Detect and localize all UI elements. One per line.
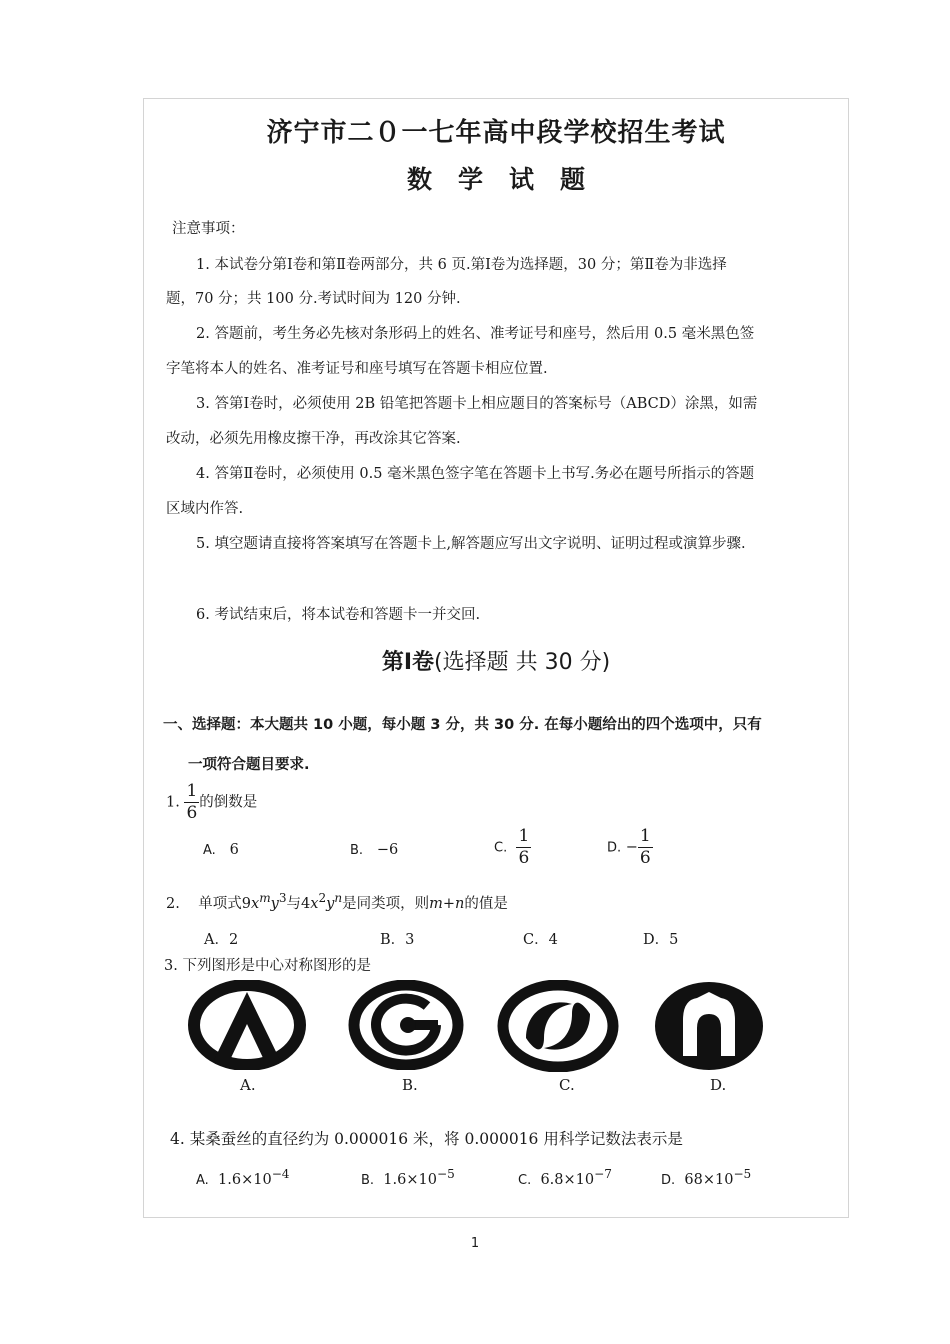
notice-1a: 1. 本试卷分第Ⅰ卷和第Ⅱ卷两部分，共 6 页.第Ⅰ卷为选择题，30 分；第Ⅱ卷为非选择 <box>196 257 727 273</box>
q1-option-d-sign: − <box>625 839 638 856</box>
q3-label-d: D. <box>710 1076 727 1094</box>
q2-option-a: A．2 <box>204 932 239 948</box>
q4-option-a-exp: −4 <box>271 1167 290 1181</box>
q1-stem-text: 的倒数是 <box>199 794 258 811</box>
q1-option-a-label: A. <box>203 843 216 858</box>
q1-number: 1. <box>166 794 180 811</box>
notice-2a: 2. 答题前，考生务必先核对条形码上的姓名、准考证号和座号，然后用 0.5 毫米黑色签 <box>196 326 755 342</box>
q2-option-b: B．3 <box>380 932 415 948</box>
q2-text-4: 的值是 <box>464 895 508 912</box>
q2-term-2: $4x^2y^n$ <box>301 891 343 912</box>
q1-option-d-label: D. <box>607 840 622 856</box>
q1-option-b-label: B. <box>350 843 364 858</box>
q1-option-c-num: 1 <box>518 826 530 846</box>
q4-option-c-exp: −7 <box>594 1167 612 1181</box>
q4-option-c <box>518 1167 612 1188</box>
notice-3a: 3. 答第Ⅰ卷时，必须使用 2B 铅笔把答题卡上相应题目的答案标号（ABCD）涂黑，如需 <box>196 396 758 412</box>
q1-option-d-fraction <box>638 828 653 867</box>
q4-option-a-label: A. <box>196 1172 209 1188</box>
notice-4a: 4. 答第Ⅱ卷时，必须使用 0.5 毫米黑色签字笔在答题卡上书写.务必在题号所指示的答题 <box>196 466 755 482</box>
q4-option-b <box>361 1167 455 1188</box>
q2-term-1: $9x^my^3$ <box>241 891 287 912</box>
q1-option-d-num: 1 <box>639 826 651 846</box>
q1-option-a-value: 6 <box>229 842 239 858</box>
part1-label: 一、选择题： <box>163 717 250 733</box>
q1-frac-den: 6 <box>186 803 198 823</box>
q1-option-a <box>203 842 239 858</box>
q1-option-c <box>494 828 531 867</box>
notice-4b: 区域内作答. <box>166 501 244 517</box>
section-heading <box>143 645 849 676</box>
q2-expression: m+n <box>429 895 465 912</box>
q1-option-c-label: C. <box>494 840 508 856</box>
q2-stem <box>166 891 508 913</box>
q1-fraction <box>184 783 199 822</box>
notice-heading: 注意事项： <box>172 221 245 237</box>
q4-option-b-label: B. <box>361 1172 375 1188</box>
q2-text-1: 单项式 <box>198 895 242 912</box>
circle-swirl-icon <box>496 980 620 1072</box>
q4-option-a-base: 1.6×10 <box>218 1171 272 1188</box>
q1-option-b-value: −6 <box>376 842 399 858</box>
q4-option-b-base: 1.6×10 <box>383 1171 437 1188</box>
q4-option-a <box>196 1167 290 1188</box>
q3-label-b: B. <box>402 1076 418 1094</box>
q4-option-c-label: C. <box>518 1172 532 1188</box>
circle-triangle-icon <box>186 980 308 1070</box>
circle-g-icon <box>347 980 465 1070</box>
part1-line-a <box>163 713 762 734</box>
exam-title: 济宁市二０一七年高中段学校招生考试 <box>266 118 726 148</box>
page-number: 1 <box>470 1236 480 1251</box>
q2-text-2: 与 <box>286 895 302 912</box>
q4-option-d <box>661 1167 751 1188</box>
exam-subtitle: 数学试题 <box>406 165 611 194</box>
notice-5: 5. 填空题请直接将答案填写在答题卡上,解答题应写出文字说明、证明过程或演算步骤. <box>196 536 746 552</box>
q2-option-d: D．5 <box>643 932 679 948</box>
part1-text-a: 本大题共 10 小题，每小题 3 分，共 30 分. 在每小题给出的四个选项中，只有 <box>250 717 762 733</box>
part1-text-b: 一项符合题目要求. <box>188 757 310 773</box>
q1-option-d-den: 6 <box>639 848 651 868</box>
circle-arch-icon <box>653 980 765 1072</box>
q3-label-c: C. <box>559 1076 575 1094</box>
q2-option-c: C．4 <box>523 932 558 948</box>
section-heading-bold: 第Ⅰ卷 <box>381 650 435 675</box>
notice-3b: 改动，必须先用橡皮擦干净，再改涂其它答案. <box>166 431 461 447</box>
q1-option-d <box>607 828 653 867</box>
q1-option-b <box>350 842 398 858</box>
q4-option-d-exp: −5 <box>733 1167 752 1181</box>
notice-2b: 字笔将本人的姓名、准考证号和座号填写在答题卡相应位置. <box>166 361 548 377</box>
q4-option-d-label: D. <box>661 1172 676 1188</box>
q4-option-c-base: 6.8×10 <box>540 1171 595 1188</box>
q1-stem <box>166 783 257 822</box>
notice-6: 6. 考试结束后，将本试卷和答题卡一并交回. <box>196 607 481 623</box>
q1-frac-num: 1 <box>186 781 198 801</box>
q3-stem: 3. 下列图形是中心对称图形的是 <box>164 958 371 974</box>
q4-option-d-base: 68×10 <box>684 1171 734 1188</box>
notice-1b: 题，70 分；共 100 分.考试时间为 120 分钟. <box>166 291 461 307</box>
q4-option-b-exp: −5 <box>436 1167 455 1181</box>
q2-text-3: 是同类项，则 <box>342 895 430 912</box>
q1-option-c-den: 6 <box>518 848 530 868</box>
q3-label-a: A. <box>240 1076 256 1094</box>
q2-number: 2. <box>166 895 180 912</box>
section-heading-rest: (选择题 共 30 分) <box>434 650 611 675</box>
q1-option-c-fraction <box>516 828 531 867</box>
q4-stem: 4. 某桑蚕丝的直径约为 0.000016 米，将 0.000016 用科学记数法表示是 <box>170 1130 683 1148</box>
